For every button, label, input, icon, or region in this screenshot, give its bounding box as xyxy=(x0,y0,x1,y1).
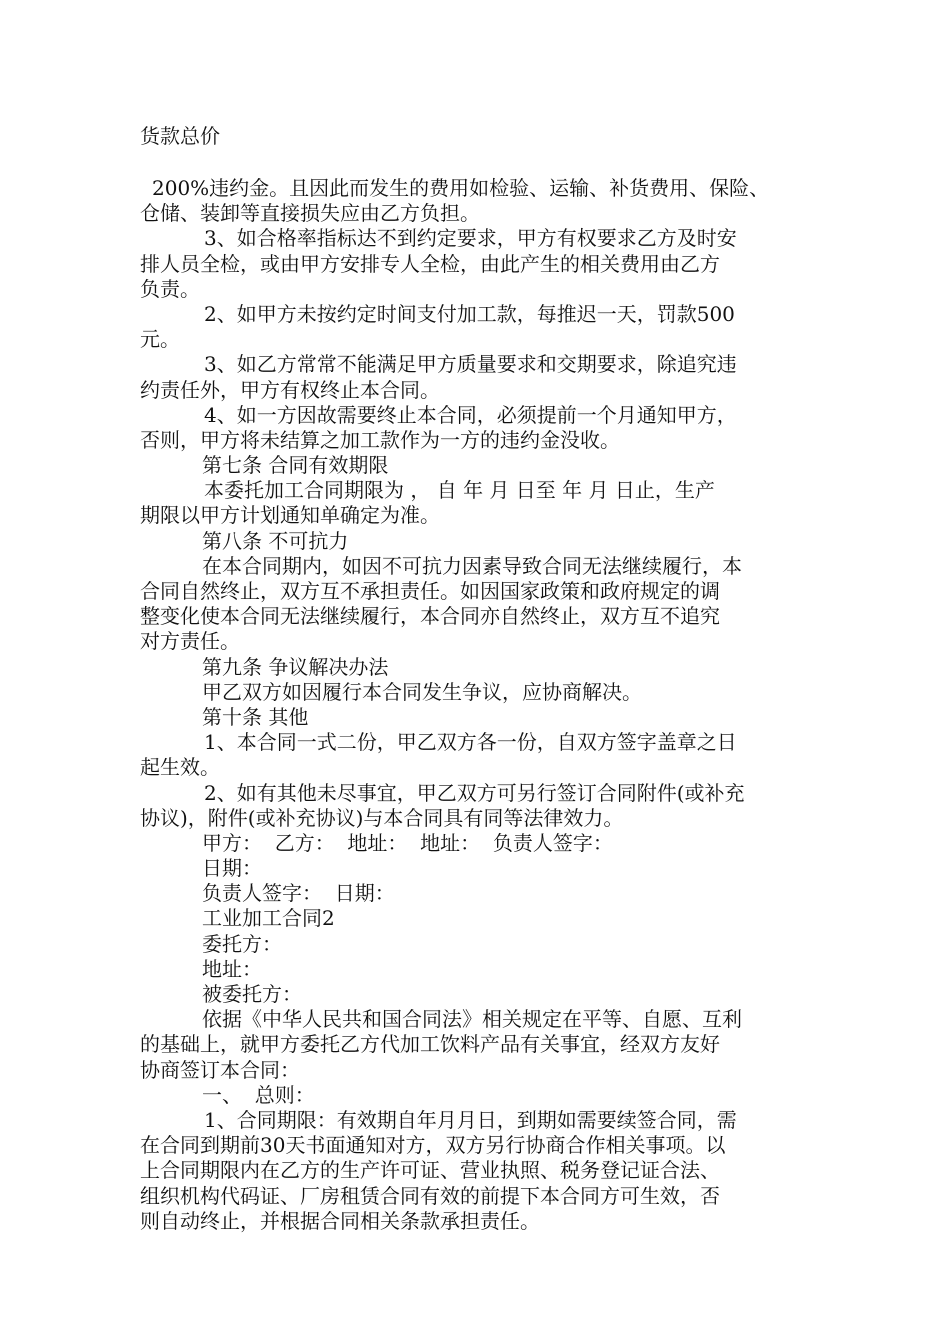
text-line: 协商签订本合同： xyxy=(140,1057,300,1082)
text-line: 元。 xyxy=(140,327,180,352)
section-heading: 第九条 争议解决办法 xyxy=(202,654,389,679)
text-line: 1、合同期限：有效期自年月月日，到期如需要续签合同，需 xyxy=(204,1107,737,1132)
text-line: 负责。 xyxy=(140,276,200,301)
text-line: 协议)，附件(或补充协议)与本合同具有同等法律效力。 xyxy=(140,805,624,830)
document-body xyxy=(140,176,810,1234)
signature-line: 日期： xyxy=(202,856,262,881)
section-heading: 第十条 其他 xyxy=(202,704,309,729)
text-line: 200%违约金。且因此而发生的费用如检验、运输、补货费用、保险、 xyxy=(152,176,770,200)
text-line: 2、如甲方未按约定时间支付加工款，每推迟一天，罚款500 xyxy=(204,301,735,326)
text-line: 的基础上，就甲方委托乙方代加工饮料产品有关事宜，经双方友好 xyxy=(140,1032,720,1057)
party-line: 被委托方： xyxy=(202,982,302,1006)
party-line: 委托方： xyxy=(202,931,282,956)
text-line: 依据《中华人民共和国合同法》相关规定在平等、自愿、互利 xyxy=(202,1007,742,1032)
section-heading: 一、 总则： xyxy=(202,1082,315,1107)
text-line: 3、如合格率指标达不到约定要求，甲方有权要求乙方及时安 xyxy=(204,226,737,251)
text-line: 则自动终止，并根据合同相关条款承担责任。 xyxy=(140,1208,540,1233)
text-line: 合同自然终止，双方互不承担责任。如因国家政策和政府规定的调 xyxy=(140,579,720,603)
text-line: 2、如有其他未尽事宜，甲乙双方可另行签订合同附件(或补充 xyxy=(204,780,745,805)
signature-line: 甲方： 乙方： 地址： 地址： 负责人签字： xyxy=(202,830,613,855)
contract-title: 工业加工合同2 xyxy=(202,906,335,931)
text-line: 在合同到期前30天书面通知对方，双方另行协商合作相关事项。以 xyxy=(140,1133,726,1158)
section-heading: 第八条 不可抗力 xyxy=(202,528,349,553)
text-line: 整变化使本合同无法继续履行，本合同亦自然终止，双方互不追究 xyxy=(140,604,720,629)
text-line: 组织机构代码证、厂房租赁合同有效的前提下本合同方可生效，否 xyxy=(140,1183,720,1208)
text-line: 3、如乙方常常不能满足甲方质量要求和交期要求，除追究违 xyxy=(204,352,737,377)
section-heading: 第七条 合同有效期限 xyxy=(202,453,389,478)
party-line: 地址： xyxy=(202,956,262,981)
text-line: 排人员全检，或由甲方安排专人全检，由此产生的相关费用由乙方 xyxy=(140,251,720,276)
text-line: 否则，甲方将未结算之加工款作为一方的违约金没收。 xyxy=(140,427,620,452)
text-line: 对方责任。 xyxy=(140,629,240,654)
text-line: 仓储、装卸等直接损失应由乙方负担。 xyxy=(140,201,480,226)
signature-line: 负责人签字： 日期： xyxy=(202,881,395,906)
text-line: 甲乙双方如因履行本合同发生争议，应协商解决。 xyxy=(202,679,642,704)
text-line: 期限以甲方计划通知单确定为准。 xyxy=(140,503,440,528)
text-line: 4、如一方因故需要终止本合同，必须提前一个月通知甲方， xyxy=(204,402,737,427)
text-line: 约责任外，甲方有权终止本合同。 xyxy=(140,377,440,402)
text-line: 本委托加工合同期限为 ， 自 年 月 日至 年 月 日止，生产 xyxy=(204,478,715,503)
text-line: 起生效。 xyxy=(140,755,220,780)
text-line: 上合同期限内在乙方的生产许可证、营业执照、税务登记证合法、 xyxy=(140,1158,720,1183)
page-heading: 货款总价 xyxy=(140,124,220,148)
text-line: 在本合同期内，如因不可抗力因素导致合同无法继续履行，本 xyxy=(202,553,742,578)
text-line: 1、本合同一式二份，甲乙双方各一份，自双方签字盖章之日 xyxy=(204,730,737,755)
